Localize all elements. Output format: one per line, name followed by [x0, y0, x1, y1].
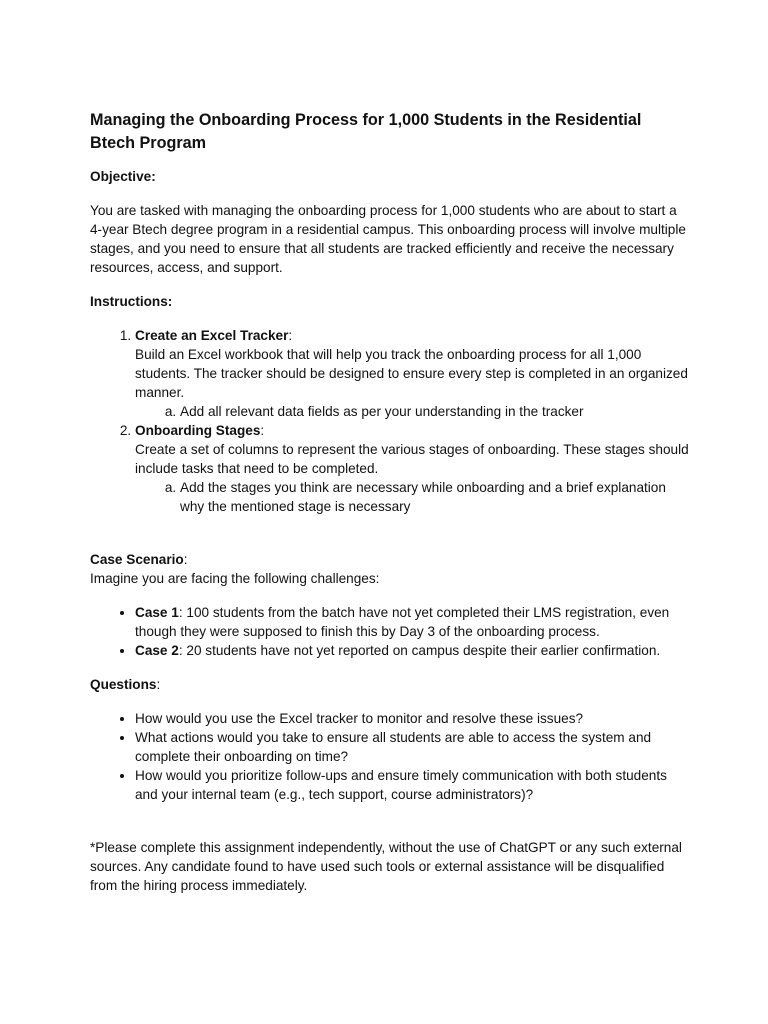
instruction-item-colon: : — [260, 423, 265, 438]
instructions-heading: Instructions: — [90, 294, 173, 309]
case-scenario-heading — [90, 550, 690, 569]
case-scenario-intro: Imagine you are facing the following challenges: — [90, 571, 380, 586]
document-page — [90, 109, 690, 910]
instruction-item-colon: : — [288, 328, 293, 343]
case-label: Case 1 — [135, 605, 179, 620]
questions-heading — [90, 675, 690, 694]
instruction-subitem: a. Add all relevant data fields as per your understanding in the tracker — [180, 402, 690, 421]
instruction-item-text: Create a set of columns to represent the various stages of onboarding. These stages should include tasks that need to be completed. — [135, 442, 689, 476]
question-item: • What actions would you take to ensure all students are able to access the system and complete their onboarding on time? — [135, 728, 690, 766]
objective-heading: Objective: — [90, 169, 156, 184]
case-item-1 — [135, 603, 690, 641]
case-scenario-heading-label: Case Scenario — [90, 552, 184, 567]
case-text: : 100 students from the batch have not yet completed their LMS registration, even though they were supposed to finish this by Day 3 of the onboarding process. — [135, 605, 670, 639]
disclaimer-note: *Please complete this assignment independently, without the use of ChatGPT or any such external sources. Any candidate found to have used such tools or external assistance will be disqualified from the hiring process immediately. — [90, 840, 682, 893]
case-text: : 20 students have not yet reported on campus despite their earlier confirmation. — [178, 643, 661, 658]
questions-heading-label: Questions — [90, 677, 157, 692]
instruction-item-text: Build an Excel workbook that will help you track the onboarding process for all 1,000 students. The tracker should be designed to ensure every step is completed in an organized manner. — [135, 347, 688, 400]
case-scenario-colon: : — [183, 552, 188, 567]
spacer — [90, 531, 690, 550]
questions-colon: : — [156, 677, 161, 692]
question-item: • How would you use the Excel tracker to monitor and resolve these issues? — [135, 709, 690, 728]
instructions-list — [90, 326, 690, 516]
objective-text: You are tasked with managing the onboarding process for 1,000 students who are about to start a 4-year Btech degree program in a residential campus. This onboarding process will involve multiple stages, and you need to ensure that all students are tracked efficiently and receive the necessary resources, access, and support. — [90, 203, 686, 275]
case-item-2 — [135, 641, 690, 660]
instruction-sublist — [135, 478, 690, 516]
case-label: Case 2 — [135, 643, 179, 658]
cases-list — [90, 603, 690, 660]
question-item: • How would you prioritize follow-ups and ensure timely communication with both students and your internal team (e.g., tech support, course administrators)? — [135, 766, 690, 804]
instruction-item-title: Onboarding Stages — [135, 423, 261, 438]
instruction-item-1 — [135, 326, 690, 421]
instruction-item-2 — [135, 421, 690, 516]
questions-list — [90, 709, 690, 804]
document-title: Managing the Onboarding Process for 1,000 Students in the Residential Btech Program — [90, 111, 642, 152]
spacer — [90, 819, 690, 838]
instruction-subitem: a. Add the stages you think are necessary while onboarding and a brief explanation why the mentioned stage is necessary — [180, 478, 690, 516]
instruction-item-title: Create an Excel Tracker — [135, 328, 289, 343]
instruction-sublist — [135, 402, 690, 421]
